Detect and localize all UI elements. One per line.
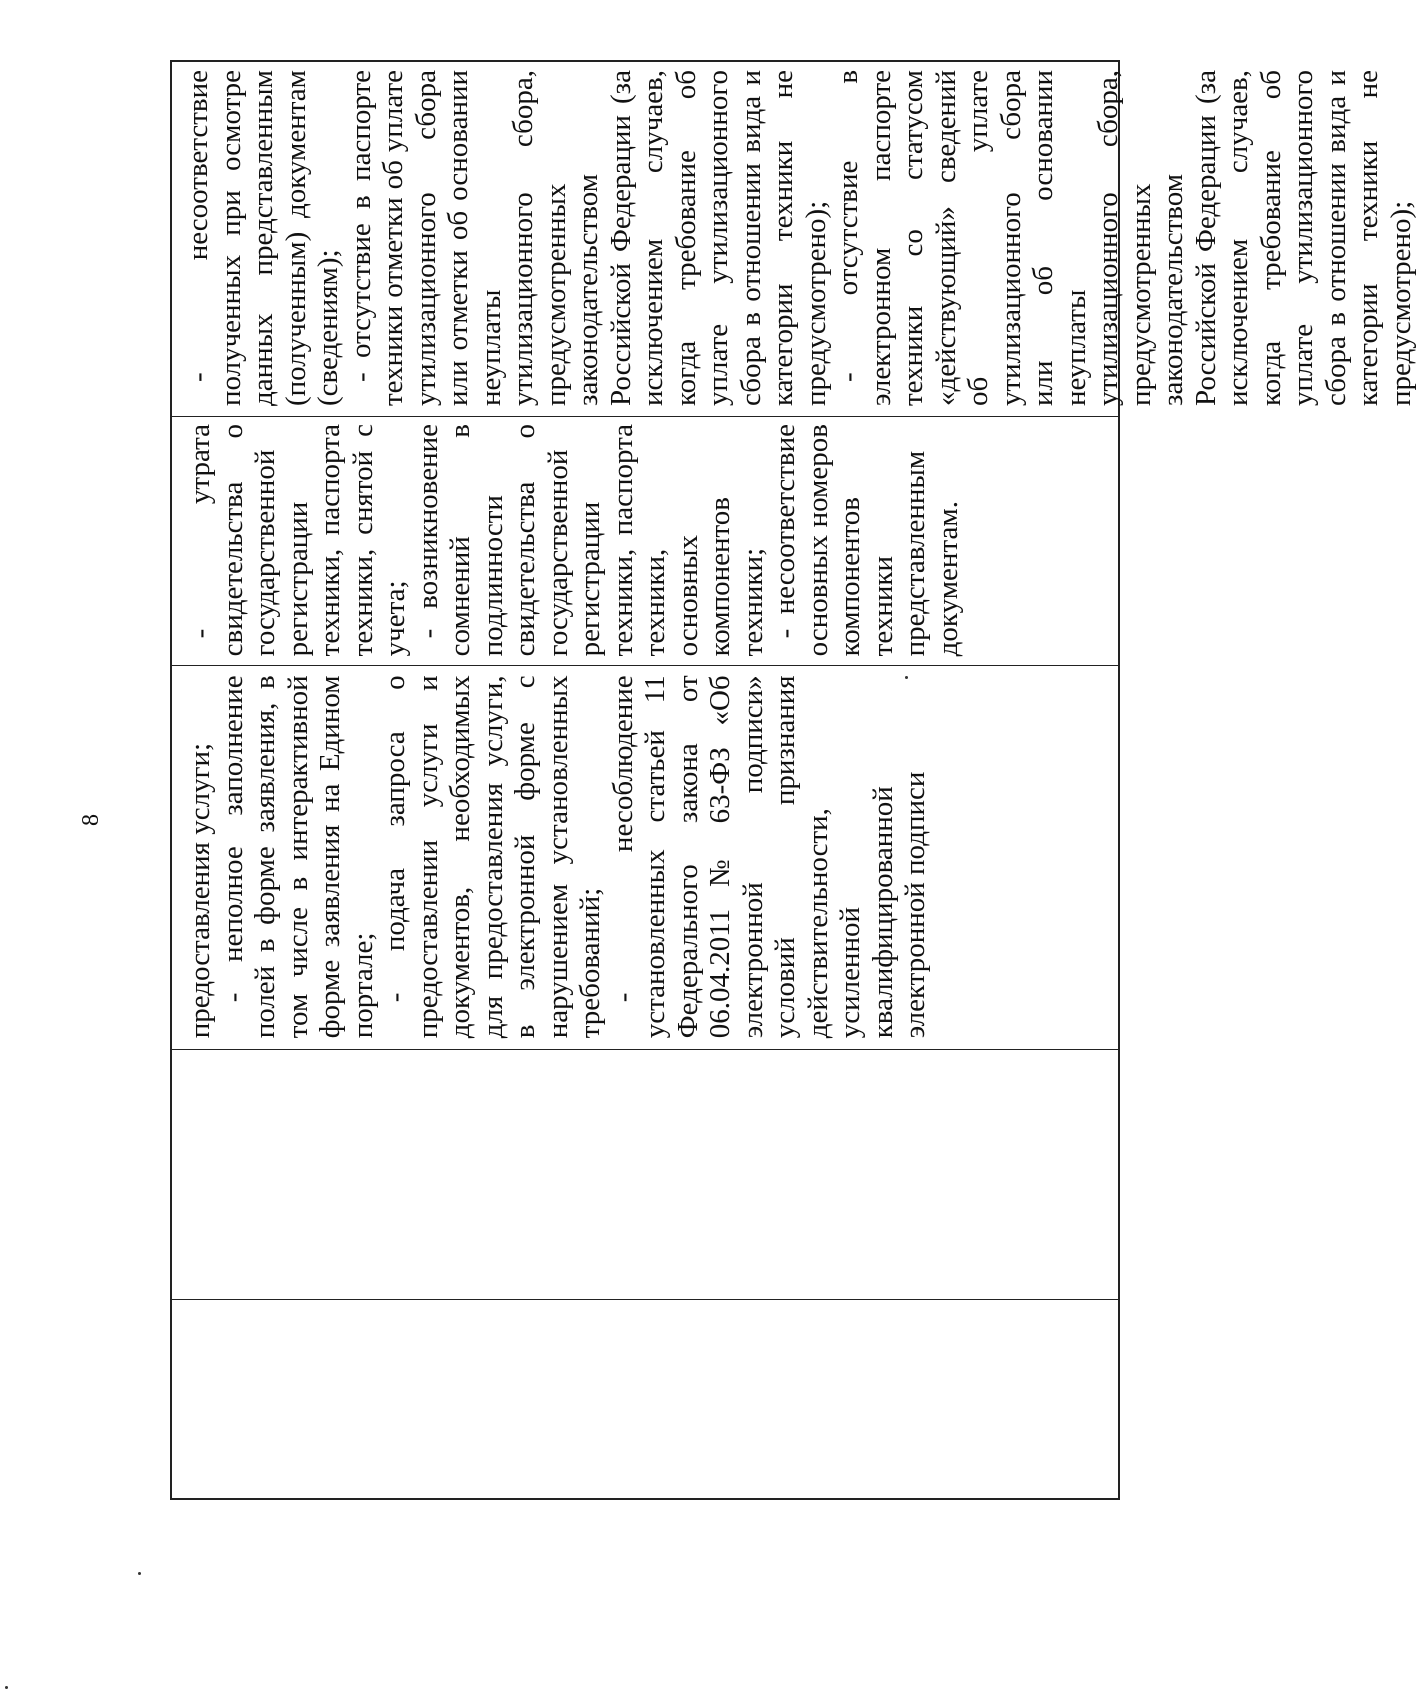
col5-paragraph: - несоответствие полученных при осмотре данных представленным (полученным) документам (сведениям);: [182, 69, 344, 407]
col4-paragraph: - несоответствие основных номеров компонентов техники представленным документам.: [769, 424, 964, 657]
cell-text-col3: [184, 675, 932, 1038]
cell-text-col5: [182, 70, 1417, 406]
page-number: 8: [78, 814, 104, 826]
col5-paragraph: - отсутствие в паспорте техники отметки об уплате утилизационного сбора или отметки об основании неуплаты утилизационного сбора, предусмотренных законодательством Российской Федерации (за исключением случаев, когда требование об уплате утилизационного сбора в отношении вида и категории техники не предусмотрено);: [344, 69, 832, 407]
col3-paragraph: - несоблюдение установленных статьей 11 Федерального закона от 06.04.2011 № 63-ФЗ «Об электронной подписи» условий признания действительности, усиленной квалифицированной электронной подписи: [606, 675, 931, 1039]
table-column-1: [172, 1299, 1118, 1498]
table-column-4: [172, 416, 1118, 665]
scan-speck: [5, 1686, 8, 1689]
table-column-3: [172, 665, 1118, 1049]
rotated-table: [170, 60, 1417, 1500]
col4-paragraph: - возникновение сомнений в подлинности свидетельства о государственной регистрации техники, паспорта техники, основных компонентов техники;: [411, 424, 769, 657]
table-column-2: [172, 1049, 1118, 1298]
col3-paragraph: предоставления услуги;: [184, 742, 216, 1039]
scan-speck: [138, 1572, 141, 1575]
col4-paragraph: - утрата свидетельства о государственной регистрации техники, паспорта техники, снятой с учета;: [184, 424, 411, 657]
col5-paragraph: - отсутствие в электронном паспорте техники со статусом «действующий» сведений об уплате утилизационного сбора или об основании неуплаты утилизационного сбора, предусмотренных законодательством Российской Федерации (за исключением случаев, когда требование об уплате утилизационного сбора в отношении вида и категории техники не предусмотрено);: [832, 69, 1417, 407]
table-frame: [170, 60, 1417, 1500]
col3-paragraph: - неполное заполнение полей в форме заявления, в том числе в интерактивной форме заявления на Едином портале;: [216, 675, 379, 1039]
table-column-5: [172, 62, 1417, 416]
cell-text-col4: [184, 424, 964, 656]
scan-speck: [905, 676, 908, 679]
col3-paragraph: - подача запроса о предоставлении услуги и документов, необходимых для предоставления услуги, в электронной форме с нарушением установленных требований;: [379, 675, 606, 1039]
